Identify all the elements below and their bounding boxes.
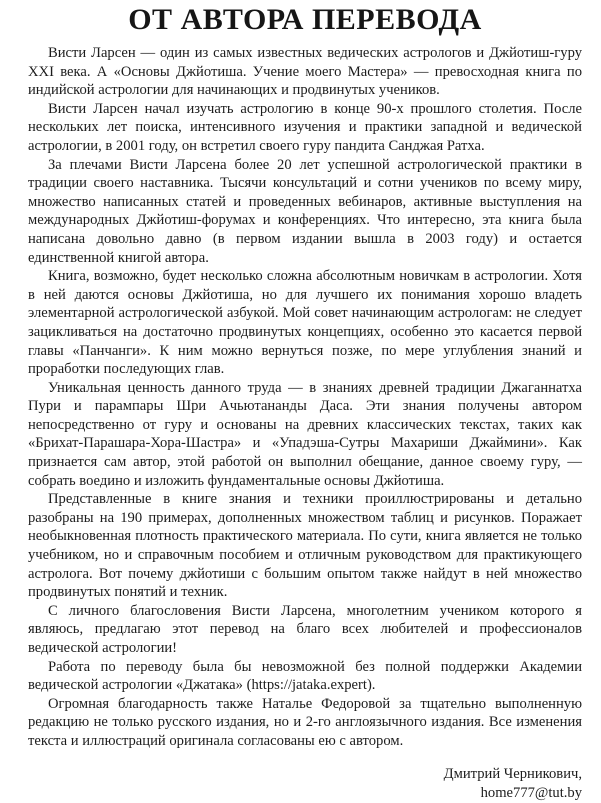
paragraph-4: Книга, возможно, будет несколько сложна абсолютным новичкам в астрологии. Хотя в ней даются основы Джйотиша, но для лучшего их понимания хорошо владеть элементарной астрологической азбукой. Мой совет начинающим астрологам: не следует зацикливаться на достаточно продвинутых концепциях, особенно это касается первой главы «Панчанги». К ним можно вернуться позже, по мере углубления знаний и проработки последующих глав.	[28, 268, 582, 378]
signature-name: Дмитрий Черникович,	[443, 765, 582, 782]
paragraph-9: Огромная благодарность также Наталье Федоровой за тщательно выполненную редакцию не только русского издания, но и 2-го англоязычного издания. Все изменения текста и иллюстраций оригинала согласованы ею с автором.	[28, 695, 582, 749]
paragraph-6: Представленные в книге знания и техники проиллюстрированы и детально разобраны на 190 примерах, дополненных множеством таблиц и рисунков. Поражает необыкновенная плотность практического материала. По сути, книга является не только учебником, но и справочным пособием и отличным руководством для практикующего астролога. Вот почему джйотиши с большим опытом также найдут в ней множество продвинутых понятий и техник.	[28, 491, 582, 601]
paragraph-3: За плечами Висти Ларсена более 20 лет успешной астрологической практики в традиции своего наставника. Тысячи консультаций и сотни учеников по всему миру, множество написанных статей и проведенных вебинаров, активные выступления на международных Джйотиш-форумах и конференциях. Что интересно, эта книга была написана довольно давно (в первом издании вышла в 2003 году) и остается единственной книгой автора.	[28, 156, 582, 266]
paragraph-8: Работа по переводу была бы невозможной без полной поддержки Академии ведической астрологии «Джатака» (https://jataka.expert).	[28, 658, 582, 694]
paragraph-7: С личного благословения Висти Ларсена, многолетним учеником которого я являюсь, предлагаю этот перевод на благо всех любителей и профессионалов ведической астрологии!	[28, 602, 582, 656]
paragraph-2: Висти Ларсен начал изучать астрологию в конце 90-х прошлого столетия. После нескольких лет поиска, интенсивного изучения и практики западной и ведической астрологии, в 2001 году, он встретил своего гуру пандита Санджая Ратха.	[28, 100, 582, 154]
paragraph-1: Висти Ларсен — один из самых известных ведических астрологов и Джйотиш-гуру XXI века. А «Основы Джйотиша. Учение моего Мастера» — превосходная книга по индийской астрологии для начинающих и продвинутых учеников.	[28, 45, 582, 99]
signature	[28, 765, 582, 803]
page-title: ОТ АВТОРА ПЕРЕВОДА	[128, 3, 482, 36]
paragraph-5: Уникальная ценность данного труда — в знаниях древней традиции Джаганнатха Пури и парампары Шри Ачьютананды Даса. Эти знания получены автором непосредственно от гуру и основаны на древних классических текстах, таких как «Брихат-Парашара-Хора-Шастра» и «Упадэша-Сутры Махариши Джаймини». Как признается сам автор, этой работой он выполнил обещание, данное своему гуру, — собрать воедино и изложить фундаментальные основы Джйотиша.	[28, 379, 582, 489]
signature-email: home777@tut.by	[480, 784, 582, 801]
article-body	[28, 44, 582, 751]
page	[28, 2, 582, 803]
